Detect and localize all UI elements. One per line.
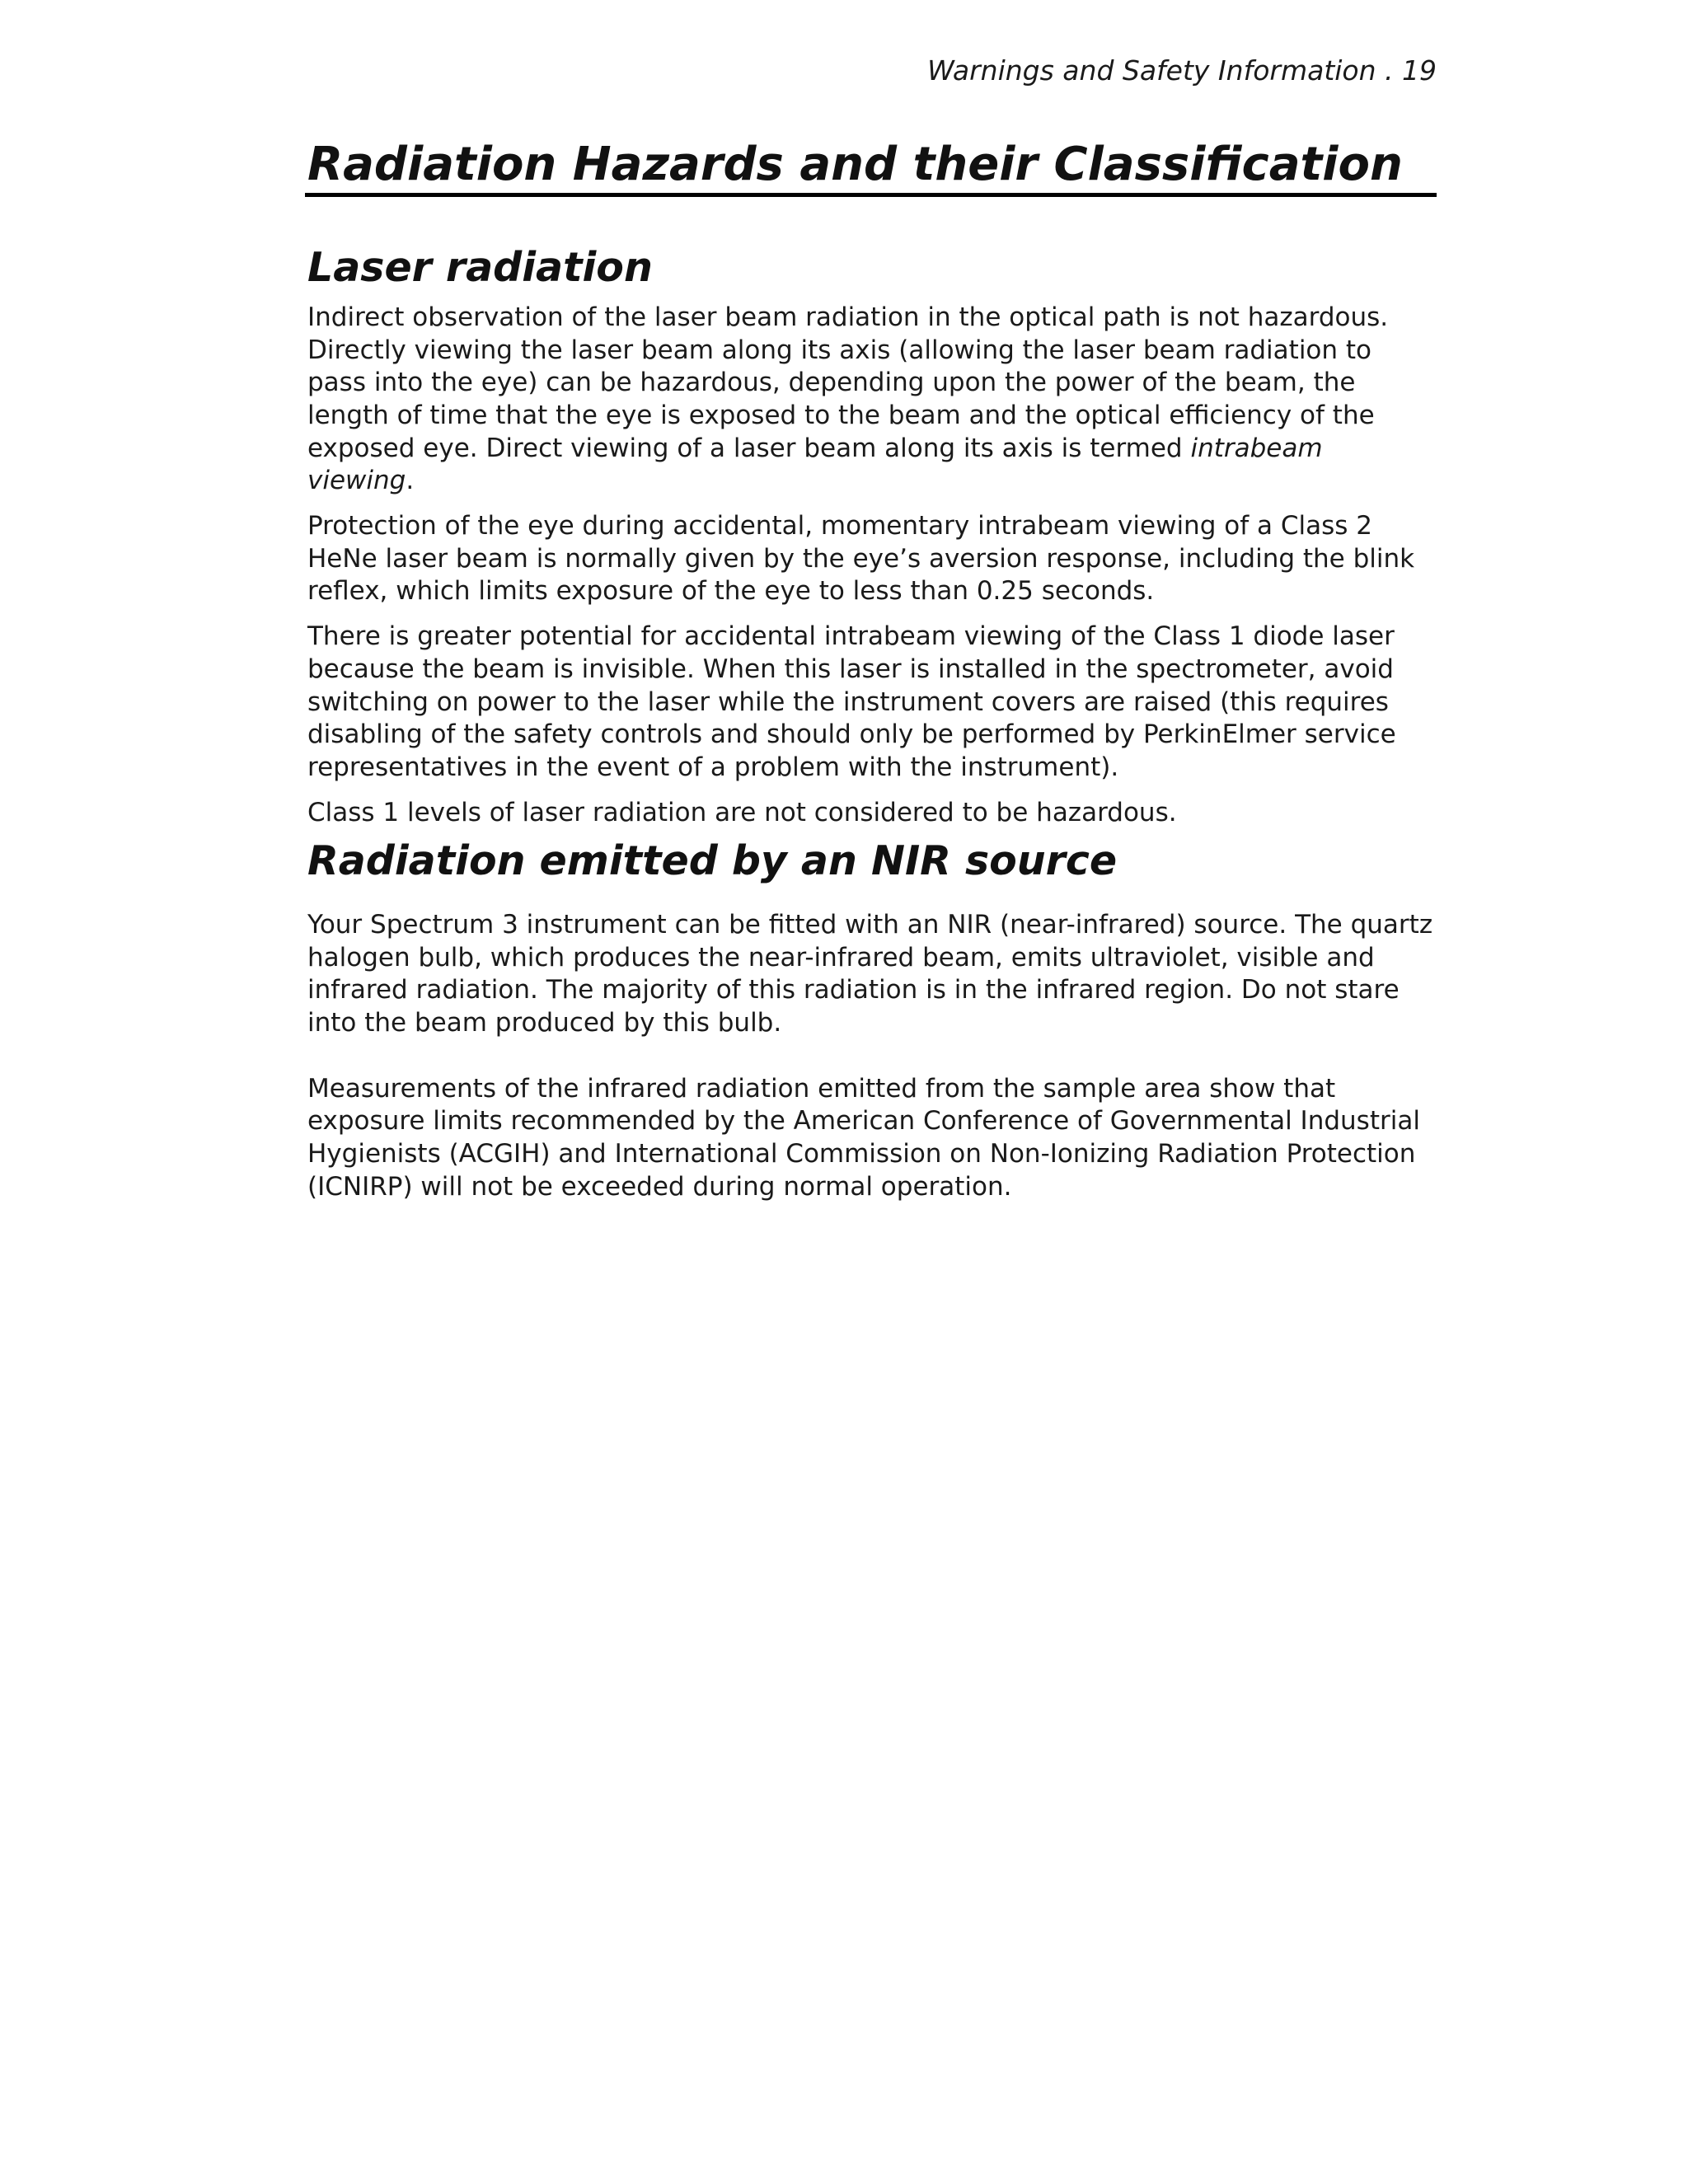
nir-paragraph-2: Measurements of the infrared radiation emitted from the sample area show that exposure limits recommended by the American Conference of Governmental Industrial Hygienists (ACGIH) and International Commission on Non-Ionizing Radiation Protection (ICNIRP) will not be exceeded during normal operation. xyxy=(307,1073,1420,1202)
laser-paragraph-1-end: . xyxy=(406,466,415,496)
intrabeam-viewing-term: intrabeam viewing xyxy=(307,433,1323,496)
section-nir-source xyxy=(307,837,1437,1203)
section-laser-radiation xyxy=(307,244,1437,829)
laser-paragraph-3: There is greater potential for accidental intrabeam viewing of the Class 1 diode laser because the beam is invisible. When this laser is installed in the spectrometer, avoid switching on power to the laser while the instrument covers are raised (this requires disabling of the safety controls and should only be performed by PerkinElmer service representatives in the event of a problem with the instrument). xyxy=(307,621,1396,782)
laser-paragraph-4: Class 1 levels of laser radiation are not considered to be hazardous. xyxy=(307,797,1177,827)
laser-paragraph-2: Protection of the eye during accidental, momentary intrabeam viewing of a Class 2 HeNe laser beam is normally given by the eye’s aversion response, including the blink reflex, which limits exposure of the eye to less than 0.25 seconds. xyxy=(307,511,1415,607)
laser-paragraph-1 xyxy=(307,302,1437,498)
nir-paragraph-1: Your Spectrum 3 instrument can be fitted with an NIR (near-infrared) source. The quartz halogen bulb, which produces the near-infrared beam, emits ultraviolet, visible and infrared radiation. The majority of this radiation is in the infrared region. Do not stare into the beam produced by this bulb. xyxy=(307,909,1433,1038)
section-heading-nir-source: Radiation emitted by an NIR source xyxy=(307,837,1118,884)
running-header: Warnings and Safety Information . 19 xyxy=(927,54,1437,87)
title-underline-rule xyxy=(305,193,1437,197)
section-heading-laser-radiation: Laser radiation xyxy=(307,244,653,291)
chapter-title: Radiation Hazards and their Classification xyxy=(307,138,1403,191)
laser-paragraph-1-text: Indirect observation of the laser beam radiation in the optical path is not hazardous. Directly viewing the laser beam along its axis (allowing the laser beam radiation to pass into the eye) can be hazardous, depending upon the power of the beam, the length of time that the eye is exposed to the beam and the optical efficiency of the exposed eye. Direct viewing of a laser beam along its axis is termed xyxy=(307,302,1389,463)
